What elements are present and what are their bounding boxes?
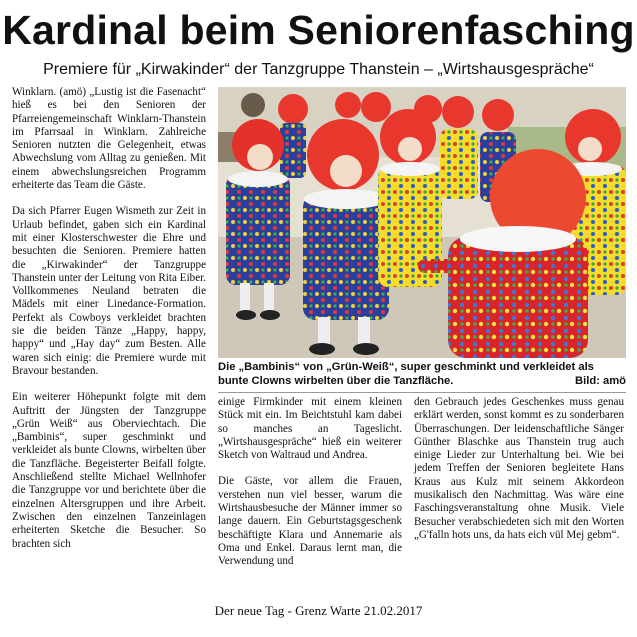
caption-text: Die „Bambinis“ von „Grün-Weiß“, super geschminkt und verkleidet als bunte Clowns wirbelten über die Tanzfläche. — [218, 361, 594, 387]
paragraph: Da sich Pfarrer Eugen Wismeth zur Zeit in Urlaub befindet, gaben sich ein Kardinal mit einer Klosterschwester die Ehre und besuchten die Senioren. Premiere hatten die „Kirwakinder“ der Tanzgruppe Thanstein unter der Leitung von Rita Eiber. Vollkommenes Neuland betraten die Mädels mit einer Linedance-Formation. Perfekt als Cowboys verkleidet brachten sie die beiden Tänze „Happy, happy, happy“ und „Hay day“ zum Besten. Alle waren sich einig: die Premiere wurde mit Bravour bestanden. — [12, 205, 206, 377]
subheadline: Premiere für „Kirwakinder“ der Tanzgruppe Thanstein – „Wirtshausgespräche“ — [43, 61, 594, 78]
source-footer: Der neue Tag - Grenz Warte 21.02.2017 — [214, 603, 423, 618]
article-column-2 — [218, 396, 402, 569]
photo-credit: Bild: amö — [575, 374, 626, 387]
photo-caption — [218, 361, 626, 388]
paragraph: einige Firmkinder mit einem kleinen Stück mit ein. Im Beichtstuhl kam dabei so manches an Tageslicht. „Wirtshausgespräche“ hieß ein weiterer Sketch von Waltraud und Andrea. — [218, 396, 402, 462]
article-column-1 — [12, 86, 206, 551]
paragraph: Die Gäste, vor allem die Frauen, verstehen nun viel besser, warum die Wirtshausbesuche der Männer immer so lange dauern. Ein Geburtstagsgeschenk beschäftigte Klara und Annemarie als Oma und Enkel. Daraus lernt man, die Verwendung und — [218, 475, 402, 568]
paragraph: den Gebrauch jedes Geschenkes muss genau erklärt werden, sonst kommt es zu sonderbaren Überraschungen. Der leidenschaftliche Sänger Günther Blaschke aus Thanstein trug auch einige Lieder zur Unterhaltung bei. Wie bei jedem Treffen der Senioren begleitete Hans Kraus aus Kulz mit seinem Akkordeon musikalisch den Nachmittag. Was wäre eine Faschingsveranstaltung ohne Musik. Viele Besucher verabschiedeten sich mit den Worten „G'falln hots uns, da hats eich vül Mej gebm“. — [414, 396, 624, 541]
clown-dancers-image — [218, 87, 626, 358]
divider — [218, 392, 626, 393]
article-column-3 — [414, 396, 624, 542]
paragraph: Winklarn. (amö) „Lustig ist die Fasenacht“ hieß es bei den Senioren der Pfarreiengemeinschaft Winklarn-Thanstein im Pfarrsaal in Winklarn. Zahlreiche Senioren nutzten die Gelegenheit, etwas Abwechslung vom Alltag zu genießen. Mit einem abwechslungsreichen Programm erheiterte das Team die Gäste. — [12, 86, 206, 192]
paragraph: Ein weiterer Höhepunkt folgte mit dem Auftritt der Jüngsten der Tanzgruppe „Grün Weiß“ aus Oberviechtach. Die „Bambinis“, super geschminkt und verkleidet als bunte Clowns, wirbelten über die Tanzfläche. Begeisterter Beifall folgte. Anschließend stellte Michael Wellnhofer die Tanzgruppe vor und berichtete über die einzelnen Altersgruppen und ihre Arbeit. Zwischen den einzelnen Tanzeinlagen erheiterten Sketche die Besucher. So brachten sich — [12, 391, 206, 550]
article-photo — [218, 87, 626, 358]
headline: Kardinal beim Seniorenfasching — [2, 7, 635, 53]
